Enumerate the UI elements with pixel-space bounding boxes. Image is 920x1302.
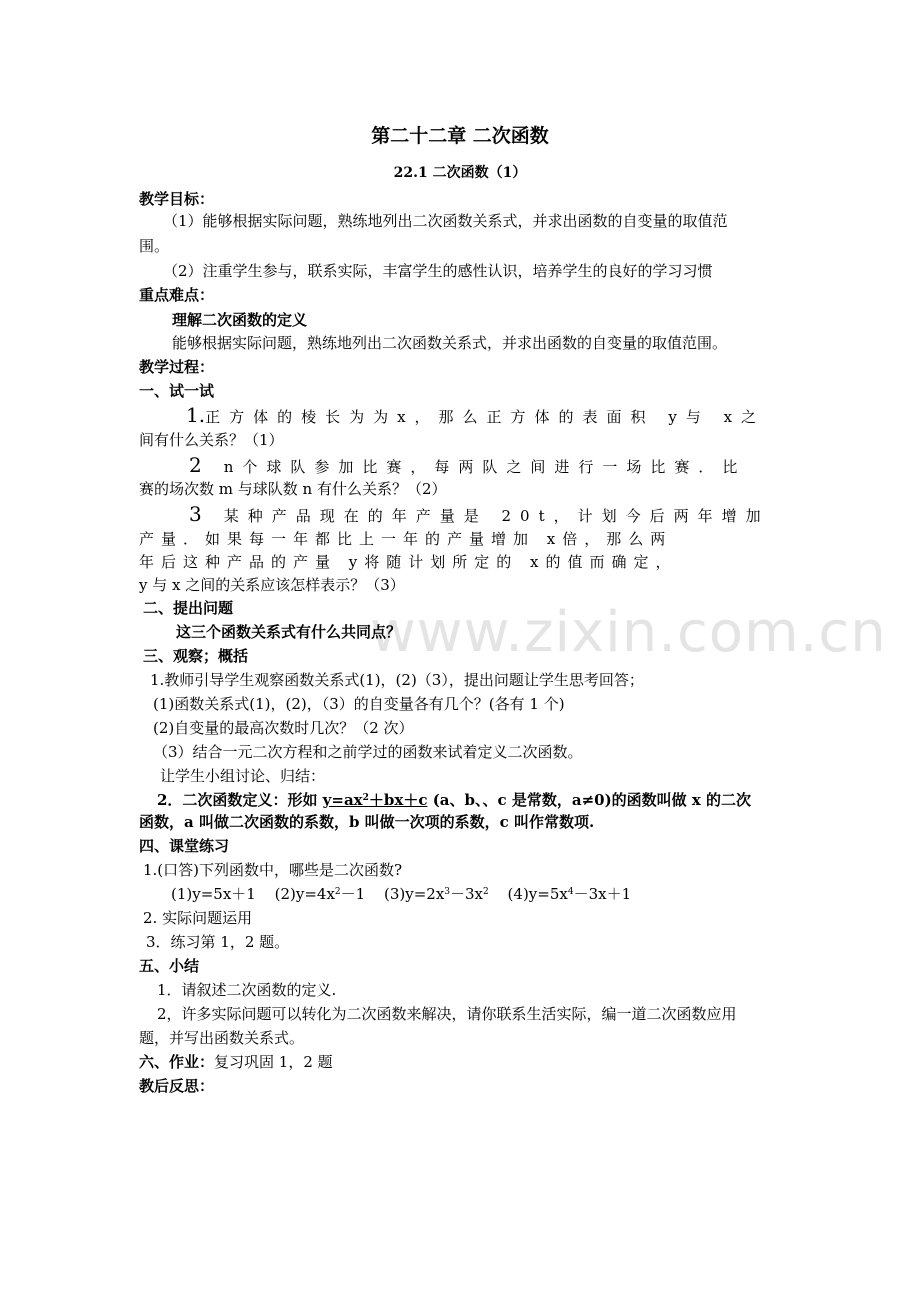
option-3: $(3)y=2x^3-3x^2$ [383,885,489,903]
process-heading: 教学过程： [139,358,215,376]
question-3-line-2: 产量．如果每一年都比上一年的产量增加 x倍，那么两 [139,530,673,548]
key-point-1: 理解二次函数的定义 [172,311,308,329]
section-2-heading: 二、提出问题 [143,599,234,617]
goal-1-line-2: 围。 [139,237,170,255]
question-1-text: 正方体的棱长为为x，那么正方体的表面积 y与 x之 [205,408,766,426]
question-3-text: 某种产品现在的年产量是 20t，计划今后两年增加 [223,507,770,525]
key-heading: 重点难点： [139,286,215,304]
homework-text: 复习巩固 1，2 题 [214,1053,333,1071]
section-3-item-5: 让学生小组讨论、归结： [160,767,326,785]
summary-2-line-1: 2，许多实际问题可以转化为二次函数来解决，请你联系生活实际，编一道二次函数应用 [157,1005,737,1023]
exercise-1: 1.(口答)下列函数中，哪些是二次函数? [143,861,403,879]
definition-line-2: 函数，a 叫做二次函数的系数，b 叫做一次项的系数，c 叫作常数项. [139,813,595,831]
key-point-2: 能够根据实际问题，熟练地列出二次函数关系式，并求出函数的自变量的取值范围。 [172,334,728,352]
section-3-item-3: (2)自变量的最高次数时几次？（2 次） [153,719,414,737]
goal-2: （2）注重学生参与，联系实际，丰富学生的感性认识，培养学生的良好的学习习惯 [163,262,713,280]
watermark: www.zixin.com.cn [370,600,887,665]
question-1-line-1 [186,405,765,427]
question-1-line-2: 间有什么关系？（1） [139,431,284,449]
formula-part-b: ＋bx＋c [368,791,428,809]
question-2-line-2: 赛的场次数 m 与球队数 n 有什么关系？（2） [139,480,447,498]
reflection-heading: 教后反思： [139,1077,215,1095]
homework-line [139,1052,333,1072]
exercise-1-options [171,884,631,904]
section-3-heading: 三、观察；概括 [143,647,249,665]
goal-1-line-1: （1）能够根据实际问题，熟练地列出二次函数关系式，并求出函数的自变量的取值范 [163,212,728,230]
section-4-heading: 四、课堂练习 [139,837,230,855]
summary-1: 1．请叙述二次函数的定义. [157,981,337,999]
exercise-3: 3．练习第 1，2 题。 [146,933,290,951]
definition-suffix: (a、b、、c 是常数，a≠0)的函数叫做 x 的二次 [427,791,752,809]
section-3-item-2: (1)函数关系式(1)，(2)，（3）的自变量各有几个？(各有 1 个) [153,695,565,713]
formula-exponent: 2 [362,793,369,803]
option-1: (1)y=5x＋1 [171,885,256,903]
section-3-item-1: 1.教师引导学生观察函数关系式(1)，(2)（3），提出问题让学生思考回答； [150,671,644,689]
exercise-2: 2. 实际问题运用 [143,909,253,927]
section-subtitle: 22.1 二次函数（1） [393,165,527,181]
question-2-number: 2 [189,453,202,477]
page-title: 第二十二章 二次函数 [371,125,549,147]
definition-line-1 [157,790,751,810]
section-1-heading: 一、试一试 [139,382,215,400]
question-3-number: 3 [189,502,202,526]
option-2: $(2)y=4x^2-1$ [274,885,366,903]
question-1-number: 1. [186,403,206,427]
question-3-line-1 [189,504,770,526]
formula-part-a: y=ax [322,791,363,809]
summary-2-line-2: 题，并写出函数关系式。 [139,1029,305,1047]
section-3-item-4: （3）结合一元二次方程和之前学过的函数来试着定义二次函数。 [153,743,583,761]
section-2-question: 这三个函数关系式有什么共同点？ [176,623,402,641]
definition-formula [323,791,428,809]
question-2-text: n个球队参加比赛，每两队之间进行一场比赛．比 [223,458,747,476]
question-3-line-3: 年后这种产品的产量 y将随计划所定的 x的值而确定， [139,553,678,571]
question-3-line-4: y 与 x 之间的关系应该怎样表示？（3） [139,576,405,594]
homework-label: 六、作业： [139,1053,215,1071]
goals-heading: 教学目标： [139,190,215,208]
definition-prefix: 2．二次函数定义：形如 [157,791,323,809]
section-5-heading: 五、小结 [139,957,200,975]
option-4: $(4)y=5x^4-3x+1$ [507,885,632,903]
question-2-line-1 [189,455,746,477]
